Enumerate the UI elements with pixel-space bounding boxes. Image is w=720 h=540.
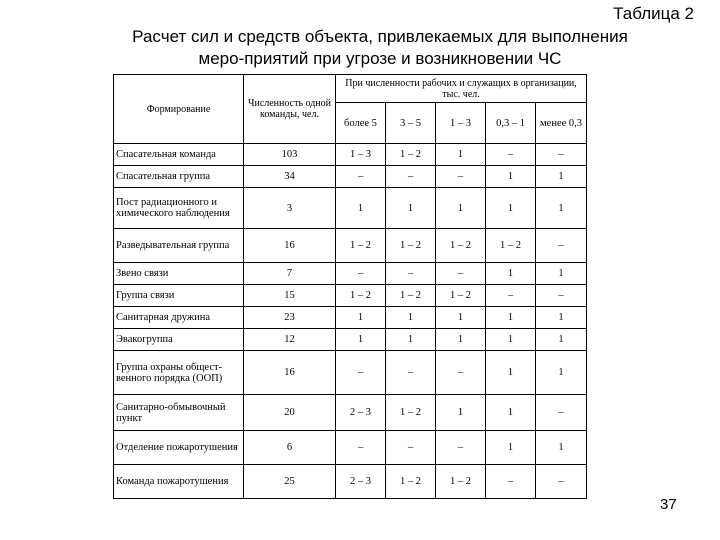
row-value-1: 1 bbox=[386, 307, 436, 329]
row-value-2: 1 bbox=[436, 329, 486, 351]
row-formation-name: Звено связи bbox=[114, 263, 244, 285]
row-value-4: – bbox=[536, 229, 587, 263]
row-value-4: – bbox=[536, 465, 587, 499]
table-row bbox=[114, 285, 587, 307]
row-team-size: 16 bbox=[244, 229, 336, 263]
row-team-size: 16 bbox=[244, 351, 336, 395]
row-value-2: – bbox=[436, 166, 486, 188]
row-formation-name: Разведывательная группа bbox=[114, 229, 244, 263]
row-value-3: 1 – 2 bbox=[486, 229, 536, 263]
row-value-4: 1 bbox=[536, 329, 587, 351]
row-value-2: 1 bbox=[436, 395, 486, 431]
row-value-1: – bbox=[386, 263, 436, 285]
row-formation-name: Группа охраны общест-венного порядка (ООП) bbox=[114, 351, 244, 395]
table-row bbox=[114, 431, 587, 465]
page-title bbox=[60, 26, 700, 70]
row-value-2: 1 – 2 bbox=[436, 229, 486, 263]
row-value-3: 1 bbox=[486, 431, 536, 465]
row-value-0: – bbox=[336, 351, 386, 395]
row-formation-name: Эвакогруппа bbox=[114, 329, 244, 351]
row-formation-name: Спасательная группа bbox=[114, 166, 244, 188]
header-sub-2: 1 – 3 bbox=[436, 103, 486, 144]
row-team-size: 3 bbox=[244, 188, 336, 229]
table-row bbox=[114, 395, 587, 431]
row-value-2: – bbox=[436, 263, 486, 285]
row-team-size: 34 bbox=[244, 166, 336, 188]
row-team-size: 25 bbox=[244, 465, 336, 499]
row-value-2: 1 bbox=[436, 188, 486, 229]
row-value-2: 1 – 2 bbox=[436, 465, 486, 499]
title-line-2: меро-приятий при угрозе и возникновении ЧС bbox=[198, 49, 562, 68]
row-team-size: 12 bbox=[244, 329, 336, 351]
header-sub-0: более 5 bbox=[336, 103, 386, 144]
row-value-0: – bbox=[336, 431, 386, 465]
table-row bbox=[114, 307, 587, 329]
table-row bbox=[114, 465, 587, 499]
row-value-2: – bbox=[436, 431, 486, 465]
row-formation-name: Пост радиационного и химического наблюдения bbox=[114, 188, 244, 229]
row-formation-name: Команда пожаротушения bbox=[114, 465, 244, 499]
row-value-4: 1 bbox=[536, 166, 587, 188]
row-value-2: 1 bbox=[436, 144, 486, 166]
row-value-3: – bbox=[486, 285, 536, 307]
table-row bbox=[114, 263, 587, 285]
page-number: 37 bbox=[660, 496, 677, 513]
row-value-3: 1 bbox=[486, 351, 536, 395]
row-value-3: 1 bbox=[486, 166, 536, 188]
row-value-3: 1 bbox=[486, 307, 536, 329]
row-value-4: 1 bbox=[536, 307, 587, 329]
row-value-0: 1 – 2 bbox=[336, 285, 386, 307]
table-row bbox=[114, 144, 587, 166]
row-value-1: – bbox=[386, 431, 436, 465]
row-value-3: 1 bbox=[486, 188, 536, 229]
row-value-4: – bbox=[536, 395, 587, 431]
row-value-0: – bbox=[336, 166, 386, 188]
row-value-3: 1 bbox=[486, 329, 536, 351]
row-value-1: 1 – 2 bbox=[386, 285, 436, 307]
row-value-4: – bbox=[536, 285, 587, 307]
header-workers-group: При численности рабочих и служащих в организации, тыс. чел. bbox=[336, 75, 587, 103]
row-value-1: 1 – 2 bbox=[386, 395, 436, 431]
row-value-3: 1 bbox=[486, 395, 536, 431]
row-value-3: – bbox=[486, 144, 536, 166]
row-value-0: 1 bbox=[336, 188, 386, 229]
table-row bbox=[114, 329, 587, 351]
header-sub-1: 3 – 5 bbox=[386, 103, 436, 144]
row-team-size: 20 bbox=[244, 395, 336, 431]
row-value-2: 1 – 2 bbox=[436, 285, 486, 307]
row-value-2: 1 bbox=[436, 307, 486, 329]
table-row bbox=[114, 166, 587, 188]
row-value-0: 2 – 3 bbox=[336, 395, 386, 431]
table-label: Таблица 2 bbox=[613, 4, 694, 23]
row-value-0: 1 bbox=[336, 329, 386, 351]
table-row bbox=[114, 188, 587, 229]
table-row bbox=[114, 351, 587, 395]
row-value-1: 1 – 2 bbox=[386, 465, 436, 499]
row-value-1: 1 – 2 bbox=[386, 229, 436, 263]
row-value-4: 1 bbox=[536, 188, 587, 229]
header-sub-4: менее 0,3 bbox=[536, 103, 587, 144]
row-value-1: – bbox=[386, 166, 436, 188]
row-value-0: 1 – 3 bbox=[336, 144, 386, 166]
row-formation-name: Группа связи bbox=[114, 285, 244, 307]
row-value-3: – bbox=[486, 465, 536, 499]
row-value-4: 1 bbox=[536, 351, 587, 395]
row-formation-name: Отделение пожаротушения bbox=[114, 431, 244, 465]
table-row bbox=[114, 229, 587, 263]
row-team-size: 7 bbox=[244, 263, 336, 285]
title-line-1: Расчет сил и средств объекта, привлекаемых для выполнения bbox=[132, 27, 628, 46]
row-formation-name: Санитарно-обмывочный пункт bbox=[114, 395, 244, 431]
row-team-size: 23 bbox=[244, 307, 336, 329]
row-value-2: – bbox=[436, 351, 486, 395]
forces-table bbox=[113, 74, 587, 499]
row-team-size: 15 bbox=[244, 285, 336, 307]
row-value-1: 1 – 2 bbox=[386, 144, 436, 166]
row-formation-name: Спасательная команда bbox=[114, 144, 244, 166]
row-team-size: 6 bbox=[244, 431, 336, 465]
row-value-0: – bbox=[336, 263, 386, 285]
row-value-1: 1 bbox=[386, 329, 436, 351]
row-value-0: 1 bbox=[336, 307, 386, 329]
row-value-1: – bbox=[386, 351, 436, 395]
row-team-size: 103 bbox=[244, 144, 336, 166]
row-value-0: 2 – 3 bbox=[336, 465, 386, 499]
row-value-4: – bbox=[536, 144, 587, 166]
header-sub-3: 0,3 – 1 bbox=[486, 103, 536, 144]
row-value-4: 1 bbox=[536, 263, 587, 285]
row-formation-name: Санитарная дружина bbox=[114, 307, 244, 329]
row-value-0: 1 – 2 bbox=[336, 229, 386, 263]
row-value-1: 1 bbox=[386, 188, 436, 229]
row-value-4: 1 bbox=[536, 431, 587, 465]
row-value-3: 1 bbox=[486, 263, 536, 285]
header-team-size: Численность одной команды, чел. bbox=[244, 75, 336, 144]
header-formation: Формирование bbox=[114, 75, 244, 144]
